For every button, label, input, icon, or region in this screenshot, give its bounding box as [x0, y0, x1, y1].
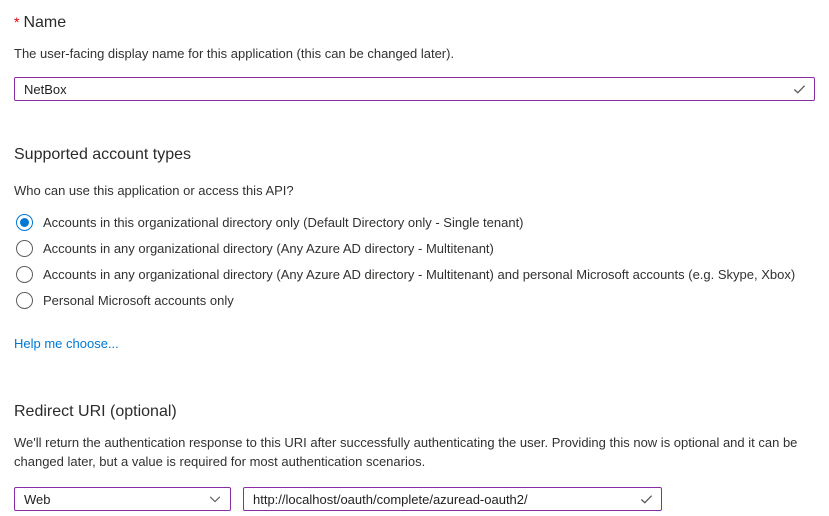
radio-option-label: Accounts in this organizational directory only (Default Directory only - Single tenant) — [43, 214, 524, 230]
account-types-radio-group — [14, 209, 815, 313]
radio-option-label: Personal Microsoft accounts only — [43, 292, 234, 308]
name-description: The user-facing display name for this application (this can be changed later). — [14, 46, 455, 61]
radio-button-icon[interactable] — [16, 292, 33, 309]
name-input-container — [14, 77, 815, 101]
account-types-title: Supported account types — [14, 146, 192, 163]
radio-button-icon[interactable] — [16, 266, 33, 283]
redirect-uri-description: We'll return the authentication response to this URI after successfully authenticating the user. Providing this now is optional and it can be changed later, but a value is required for most authentication scenarios. — [14, 435, 798, 469]
radio-option-multitenant[interactable] — [14, 235, 815, 261]
platform-select[interactable] — [14, 487, 231, 511]
name-section-title — [14, 12, 815, 33]
radio-button-icon[interactable] — [16, 214, 33, 231]
radio-option-single-tenant[interactable] — [14, 209, 815, 235]
redirect-uri-input[interactable] — [244, 488, 661, 510]
redirect-uri-title: Redirect URI (optional) — [14, 403, 177, 420]
help-me-choose-link[interactable]: Help me choose... — [14, 336, 119, 351]
radio-option-multitenant-personal[interactable] — [14, 261, 815, 287]
account-types-question: Who can use this application or access this API? — [14, 183, 294, 198]
name-input[interactable] — [15, 78, 814, 100]
required-asterisk: * — [14, 14, 20, 30]
chevron-down-icon — [208, 492, 222, 506]
redirect-uri-input-container — [243, 487, 662, 511]
radio-option-personal-only[interactable] — [14, 287, 815, 313]
redirect-uri-row — [14, 487, 815, 511]
radio-option-label: Accounts in any organizational directory (Any Azure AD directory - Multitenant) and personal Microsoft accounts (e.g. Skype, Xbox) — [43, 266, 796, 282]
platform-select-value: Web — [24, 491, 51, 507]
radio-button-icon[interactable] — [16, 240, 33, 257]
radio-option-label: Accounts in any organizational directory (Any Azure AD directory - Multitenant) — [43, 240, 494, 256]
name-title-text: Name — [23, 14, 67, 31]
